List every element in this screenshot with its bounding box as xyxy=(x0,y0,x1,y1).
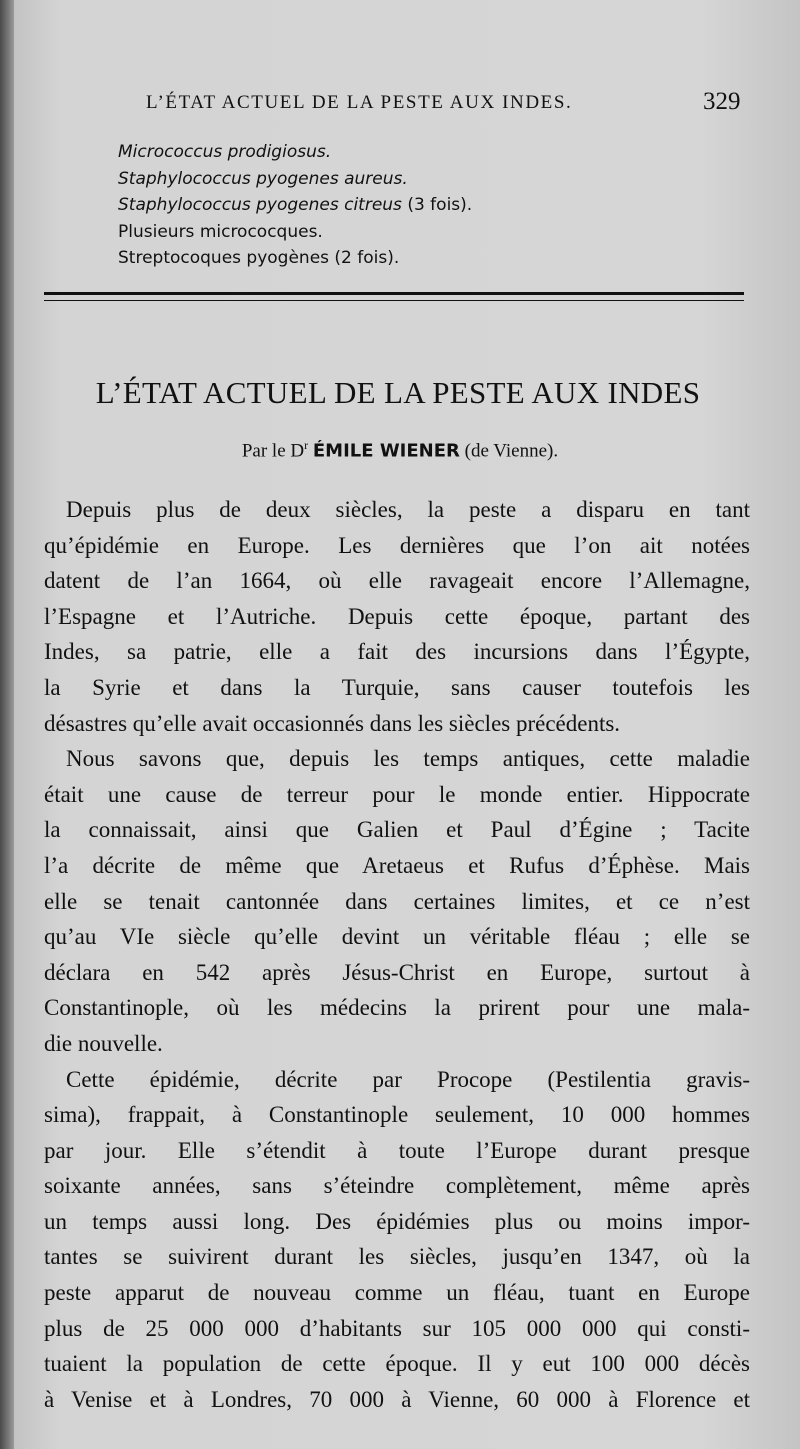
text-line: die nouvelle. xyxy=(44,1030,163,1056)
section-divider-thick xyxy=(44,292,744,295)
text-line: soixante années, sans s’éteindre complètement, même après xyxy=(44,1173,750,1199)
page-number: 329 xyxy=(703,88,741,115)
article-body xyxy=(44,492,750,1417)
text-line: déclara en 542 après Jésus-Christ en Europe, surtout à xyxy=(44,959,750,985)
text-line: était une cause de terreur pour le monde entier. Hippocrate xyxy=(44,781,750,807)
text-line: Depuis plus de deux siècles, la peste a disparu en tant xyxy=(66,497,750,522)
text-line: la Syrie et dans la Turquie, sans causer toutefois les xyxy=(44,674,750,700)
list-item: Micrococcus prodigiosus. xyxy=(118,142,332,162)
paragraph xyxy=(44,1062,750,1418)
paragraph xyxy=(44,492,750,741)
text-line: Constantinople, où les médecins la prirent pour une mala- xyxy=(44,995,750,1021)
text-line: sima), frappait, à Constantinople seulement, 10 000 hommes xyxy=(44,1102,750,1128)
byline: Par le $D^r$ ÉMILE WIENER (de Vienne). xyxy=(241,438,559,462)
text-line: la connaissait, ainsi que Galien et Paul d’Égine ; Tacite xyxy=(44,817,750,843)
list-item: Staphylococcus pyogenes aureus. xyxy=(118,168,408,189)
running-head-title: L’ÉTAT ACTUEL DE LA PESTE AUX INDES. xyxy=(146,92,573,113)
paragraph xyxy=(44,741,750,1061)
text-line: tantes se suivirent durant les siècles, jusqu’en 1347, où la xyxy=(44,1244,750,1270)
text-line: Cette épidémie, décrite par Procope (Pestilentia gravis- xyxy=(66,1066,750,1092)
page-gutter-shadow xyxy=(0,0,14,1449)
list-item: Staphylococcus pyogenes citreus (3 fois). xyxy=(118,195,473,215)
text-line: plus de 25 000 000 d’habitants sur 105 000 000 qui consti- xyxy=(44,1315,750,1341)
list-item: Plusieurs micrococques. xyxy=(118,221,323,242)
bacteria-list xyxy=(118,139,472,272)
author-name: ÉMILE WIENER xyxy=(312,440,460,462)
text-line: à Venise et à Londres, 70 000 à Vienne, 60 000 à Florence et xyxy=(44,1386,750,1412)
text-line: peste apparut de nouveau comme un fléau, tuant en Europe xyxy=(44,1280,750,1306)
text-line: Indes, sa patrie, elle a fait des incursions dans l’Égypte, xyxy=(44,639,750,665)
text-line: l’Espagne et l’Autriche. Depuis cette époque, partant des xyxy=(44,603,750,629)
text-line: elle se tenait cantonnée dans certaines limites, et ce n’est xyxy=(44,888,750,914)
section-divider-thin xyxy=(44,300,744,301)
list-item: Streptocoques pyogènes (2 fois). xyxy=(118,248,400,268)
running-head xyxy=(0,88,800,126)
text-line: qu’au VIe siècle qu’elle devint un véritable fléau ; elle se xyxy=(44,924,750,950)
text-line: l’a décrite de même que Aretaeus et Rufus d’Éphèse. Mais xyxy=(44,852,750,878)
text-line: désastres qu’elle avait occasionnés dans les siècles précédents. xyxy=(44,710,621,736)
text-line: Nous savons que, depuis les temps antiques, cette maladie xyxy=(66,746,750,772)
text-line: datent de l’an 1664, où elle ravageait encore l’Allemagne, xyxy=(44,568,750,594)
text-line: tuaient la population de cette époque. Il y eut 100 000 décès xyxy=(44,1351,750,1377)
article-title: L’ÉTAT ACTUEL DE LA PESTE AUX INDES xyxy=(95,375,701,410)
text-line: par jour. Elle s’étendit à toute l’Europe durant presque xyxy=(44,1137,750,1163)
text-line: qu’épidémie en Europe. Les dernières que l’on ait notées xyxy=(44,532,750,558)
text-line: un temps aussi long. Des épidémies plus ou moins impor- xyxy=(44,1208,750,1234)
